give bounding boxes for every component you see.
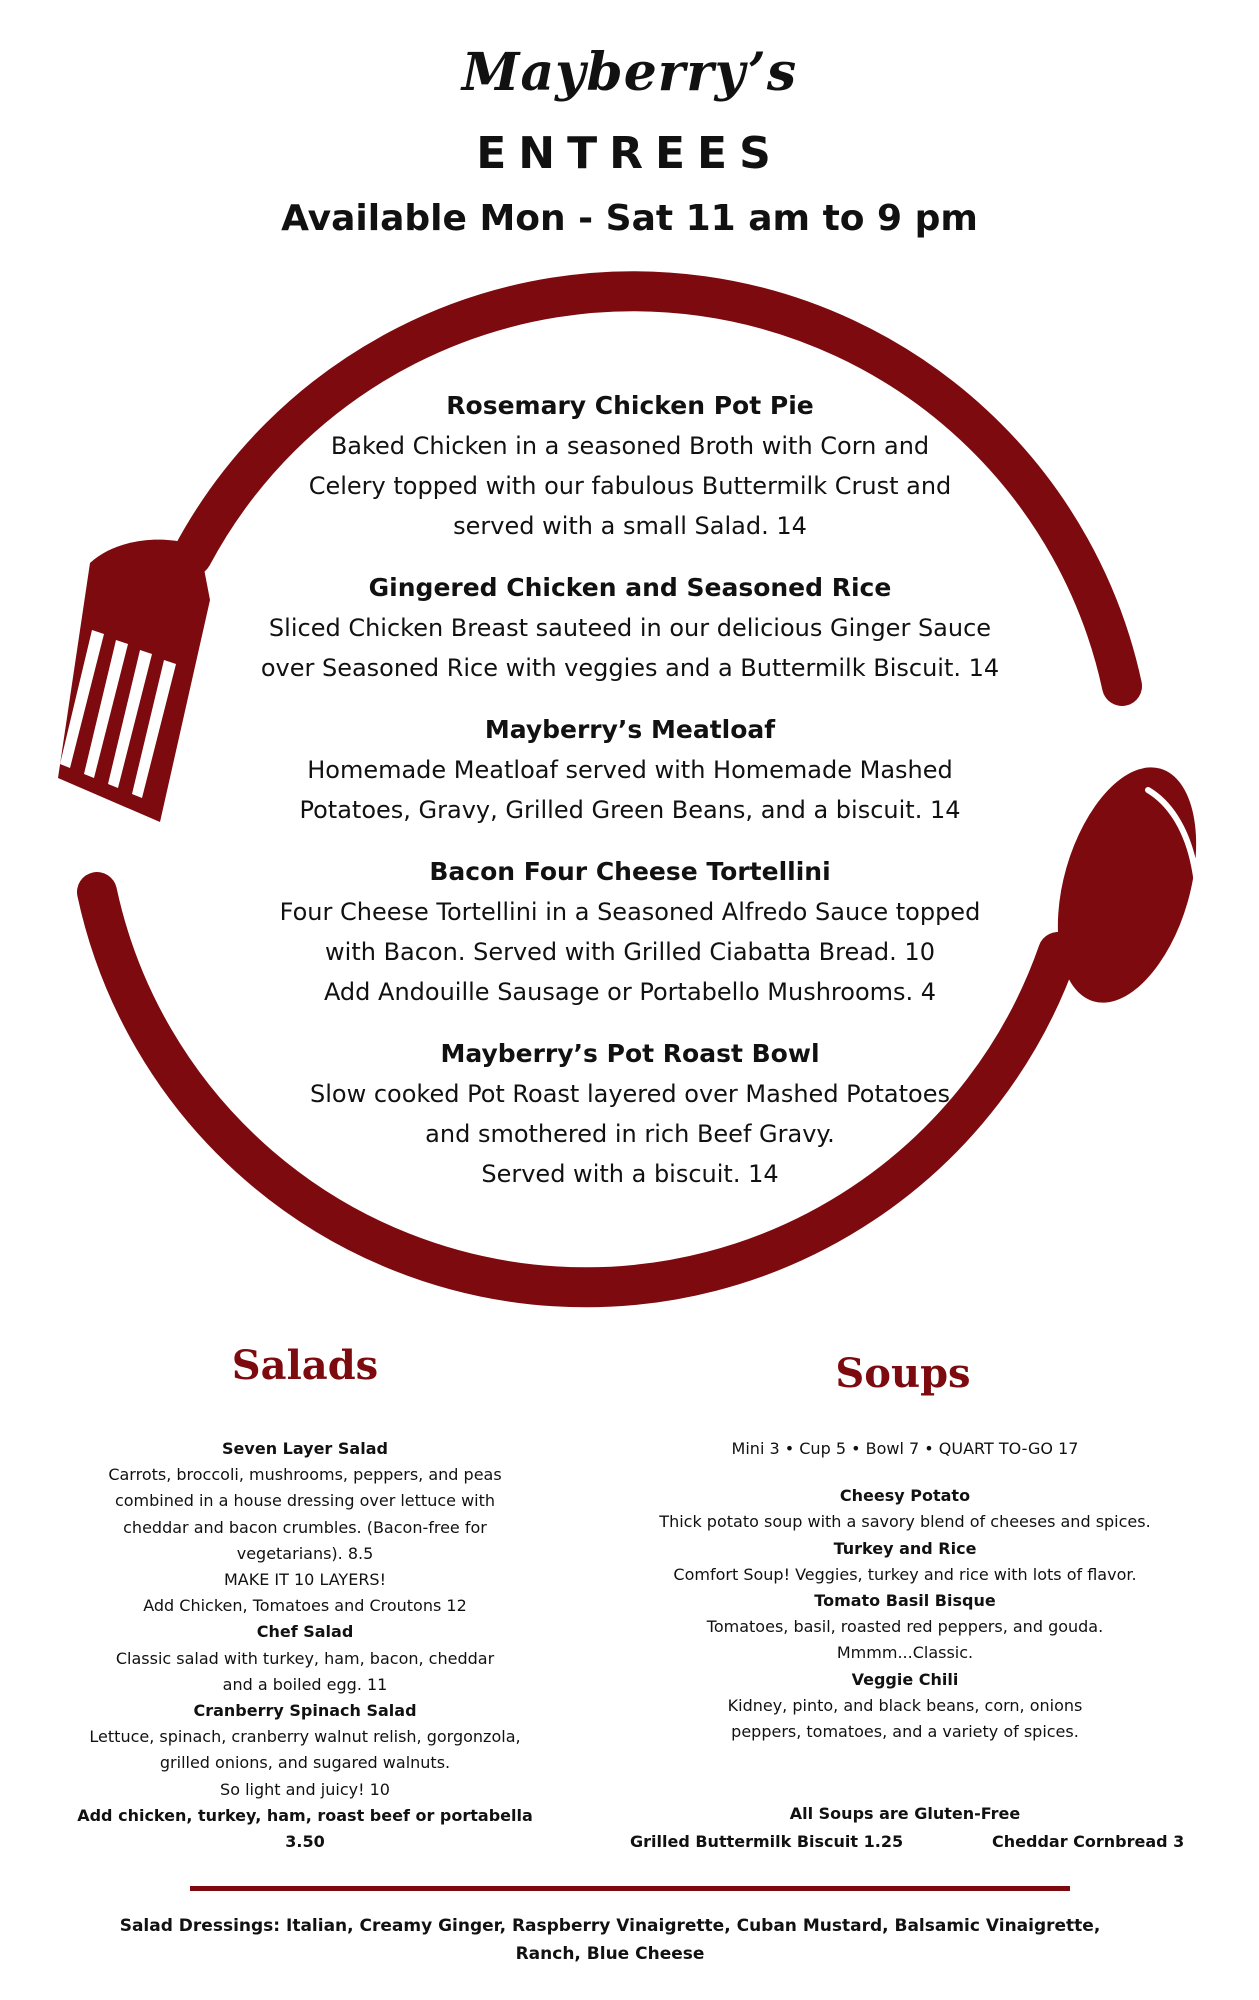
salad-description-line: and a boiled egg. 11 bbox=[222, 1674, 388, 1694]
soup-name: Turkey and Rice bbox=[833, 1538, 977, 1558]
entree-description-line: Four Cheese Tortellini in a Seasoned Alfredo Sauce topped bbox=[279, 898, 981, 926]
section-title: ENTREES bbox=[476, 128, 783, 179]
entree-description-line: Celery topped with our fabulous Buttermilk Crust and bbox=[308, 472, 952, 500]
soup-name: Cheesy Potato bbox=[839, 1486, 971, 1506]
cornbread-price: Cheddar Cornbread 3 bbox=[992, 1832, 1185, 1851]
salad-description-line: Lettuce, spinach, cranberry walnut relish, gorgonzola, bbox=[89, 1727, 521, 1747]
entree-name: Mayberry’s Pot Roast Bowl bbox=[440, 1039, 820, 1068]
salad-description-line: vegetarians). 8.5 bbox=[236, 1543, 374, 1563]
entree-description-line: Slow cooked Pot Roast layered over Mashed Potatoes bbox=[310, 1080, 950, 1108]
soup-description-line: Kidney, pinto, and black beans, corn, onions bbox=[727, 1695, 1083, 1715]
soup-description-line: Thick potato soup with a savory blend of cheeses and spices. bbox=[659, 1512, 1151, 1532]
salads-title: Salads bbox=[231, 1342, 379, 1389]
soup-description-line: Tomatoes, basil, roasted red peppers, and gouda. bbox=[706, 1617, 1104, 1637]
entree-name: Gingered Chicken and Seasoned Rice bbox=[368, 573, 892, 602]
soup-size-prices: Mini 3 • Cup 5 • Bowl 7 • QUART TO-GO 17 bbox=[731, 1439, 1079, 1458]
divider-line bbox=[190, 1886, 1070, 1891]
entree-description-line: and smothered in rich Beef Gravy. bbox=[425, 1120, 835, 1148]
entree-description-line: Served with a biscuit. 14 bbox=[481, 1160, 779, 1188]
entree-description-line: Sliced Chicken Breast sauteed in our delicious Ginger Sauce bbox=[268, 614, 992, 642]
soups-list bbox=[630, 1436, 1180, 1827]
entree-description-line: Baked Chicken in a seasoned Broth with Corn and bbox=[330, 432, 930, 460]
soup-description-line: Mmmm...Classic. bbox=[836, 1643, 974, 1663]
entree-item bbox=[230, 568, 1030, 688]
restaurant-name: Mayberry’s bbox=[461, 42, 798, 103]
salad-description-line: combined in a house dressing over lettuce with bbox=[114, 1491, 496, 1511]
entree-name: Rosemary Chicken Pot Pie bbox=[446, 391, 814, 420]
entree-name: Bacon Four Cheese Tortellini bbox=[429, 857, 831, 886]
entree-description-line: over Seasoned Rice with veggies and a Buttermilk Biscuit. 14 bbox=[260, 654, 1000, 682]
entree-description-line: Add Andouille Sausage or Portabello Mushrooms. 4 bbox=[323, 978, 937, 1006]
entree-description-line: Homemade Meatloaf served with Homemade Mashed bbox=[307, 756, 953, 784]
soup-name: Veggie Chili bbox=[851, 1669, 959, 1689]
soup-description-line: peppers, tomatoes, and a variety of spices. bbox=[731, 1722, 1079, 1742]
entree-description bbox=[230, 426, 1030, 546]
salad-dressings bbox=[80, 1912, 1140, 1968]
entree-description-line: Potatoes, Gravy, Grilled Green Beans, and a biscuit. 14 bbox=[299, 796, 961, 824]
salad-description-line: Classic salad with turkey, ham, bacon, cheddar bbox=[115, 1648, 495, 1668]
biscuit-price: Grilled Buttermilk Biscuit 1.25 bbox=[630, 1832, 904, 1851]
entree-name: Mayberry’s Meatloaf bbox=[484, 715, 776, 744]
soup-description-line: Comfort Soup! Veggies, turkey and rice with lots of flavor. bbox=[673, 1564, 1137, 1584]
entree-item bbox=[230, 852, 1030, 1012]
availability-hours: Available Mon - Sat 11 am to 9 pm bbox=[281, 198, 978, 239]
salad-description-line: So light and juicy! 10 bbox=[220, 1779, 390, 1799]
salads-list bbox=[55, 1436, 555, 1855]
entree-description bbox=[230, 750, 1030, 830]
salad-add-on: Add chicken, turkey, ham, roast beef or portabella 3.50 bbox=[77, 1805, 533, 1852]
soups-title: Soups bbox=[835, 1350, 971, 1397]
salad-description-line: grilled onions, and sugared walnuts. bbox=[159, 1753, 451, 1773]
entree-description bbox=[230, 608, 1030, 688]
entree-item bbox=[230, 1034, 1030, 1194]
entree-list bbox=[230, 386, 1030, 1216]
entree-item bbox=[230, 710, 1030, 830]
dressings-line: Salad Dressings: Italian, Creamy Ginger, Raspberry Vinaigrette, Cuban Mustard, Balsamic Vinaigrette, bbox=[119, 1916, 1101, 1936]
soup-name: Tomato Basil Bisque bbox=[814, 1591, 996, 1611]
fork-icon bbox=[58, 540, 210, 822]
salad-name: Seven Layer Salad bbox=[222, 1439, 388, 1458]
gluten-free-note: All Soups are Gluten-Free bbox=[789, 1804, 1021, 1824]
salad-name: Cranberry Spinach Salad bbox=[193, 1701, 417, 1721]
salad-name: Chef Salad bbox=[256, 1622, 354, 1642]
salad-description-line: MAKE IT 10 LAYERS! bbox=[223, 1570, 386, 1590]
salad-description-line: Carrots, broccoli, mushrooms, peppers, and peas bbox=[108, 1465, 502, 1485]
salad-description-line: cheddar and bacon crumbles. (Bacon-free for bbox=[123, 1517, 487, 1537]
entree-item bbox=[230, 386, 1030, 546]
salad-description-line: Add Chicken, Tomatoes and Croutons 12 bbox=[143, 1596, 467, 1616]
entree-description-line: with Bacon. Served with Grilled Ciabatta Bread. 10 bbox=[325, 938, 935, 966]
entree-description bbox=[230, 892, 1030, 1012]
entree-description-line: served with a small Salad. 14 bbox=[453, 512, 807, 540]
entree-description bbox=[230, 1074, 1030, 1194]
dressings-line: Ranch, Blue Cheese bbox=[515, 1944, 705, 1964]
